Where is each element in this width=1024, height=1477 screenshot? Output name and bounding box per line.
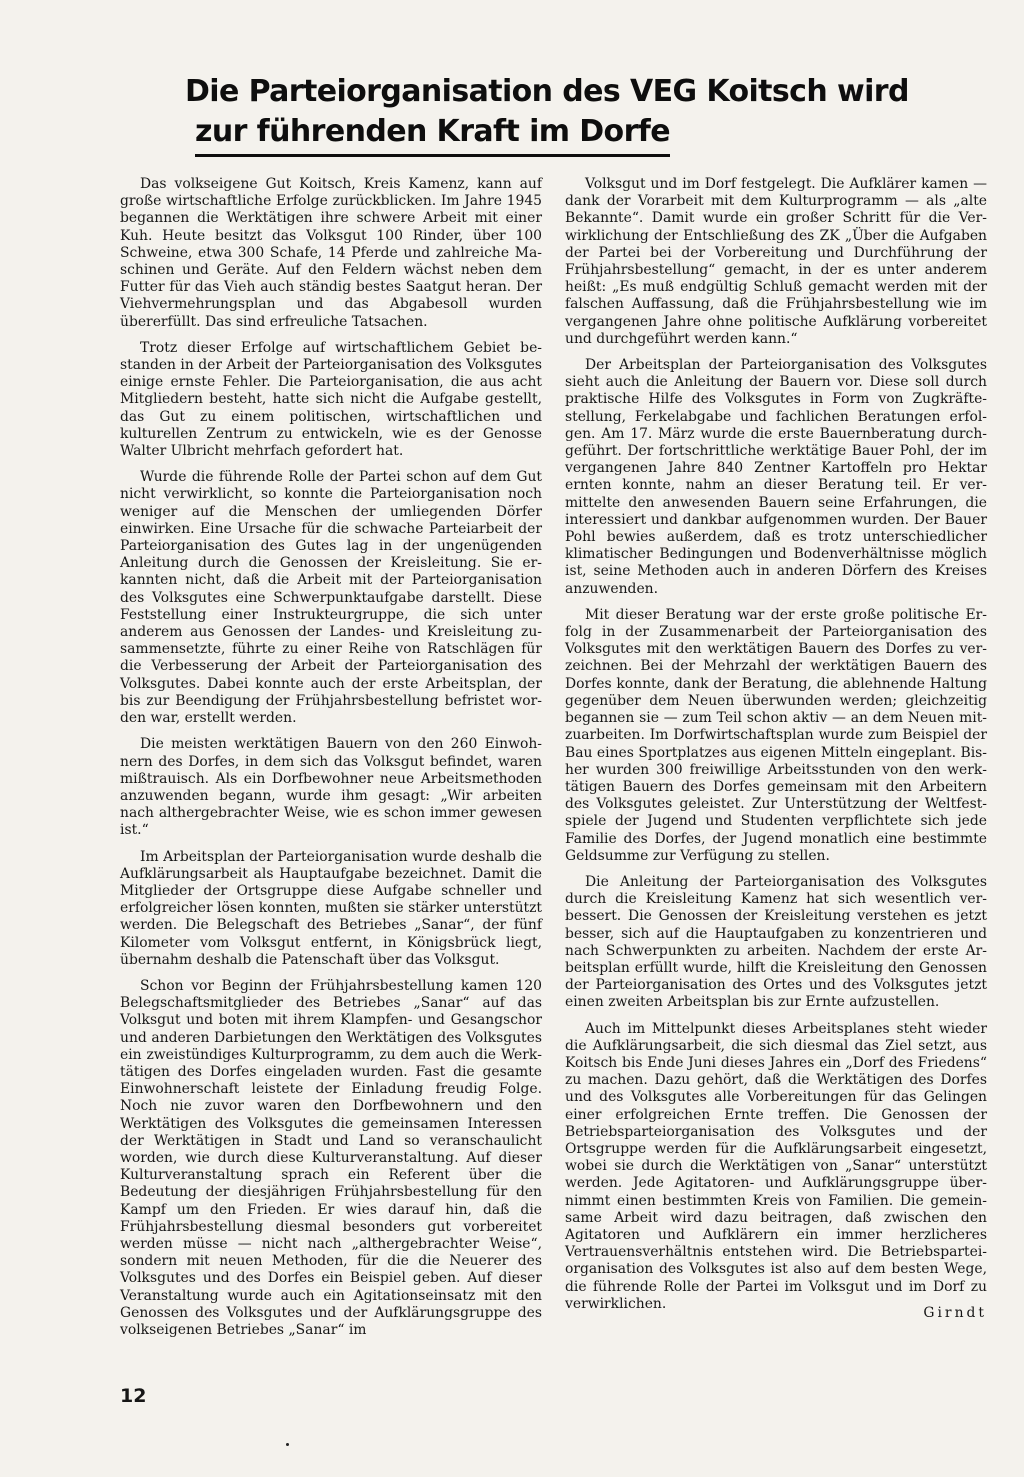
paragraph: Der Arbeitsplan der Parteiorganisation des Volksgutes sieht auch die Anleitung der Bauern vor. Diese soll durch praktische Hilfe des Volksgutes in Form von Zugkräftestellung, Ferkelabgabe und fachlichen Beratungen erfolgen. Am 17. März wurde die erste Bauernberatung durchgeführt. Der fortschrittliche werktätige Bauer Pohl, der im vergangenen Jahre 840 Zentner Kartoffeln pro Hektar ernten konnte, nahm an dieser Beratung teil. Er vermittelte den anwesenden Bauern seine Erfahrungen, die interessiert und dankbar aufgenommen wurden. Der Bauer Pohl bewies außerdem, daß es trotz unterschiedlicher klimatischer Bedingungen und Bodenverhältnisse möglich ist, seine Methoden auch in anderen Dörfern des Kreises anzuwenden. bbox=[565, 357, 987, 597]
page-number: 12 bbox=[120, 1385, 147, 1407]
print-speck bbox=[286, 1443, 289, 1446]
paragraph: Die Anleitung der Parteiorganisation des Volksgutes durch die Kreisleitung Kamenz hat sich wesentlich verbessert. Die Genossen der Kreisleitung verstehen es jetzt besser, sich auf die Hauptaufgaben zu konzentrieren und nach Schwerpunkten zu arbeiten. Nachdem der erste Arbeitsplan erfüllt wurde, hilft die Kreisleitung den Genossen der Parteiorganisation des Ortes und des Volksgutes jetzt einen zweiten Arbeitsplan bis zur Ernte aufzustellen. bbox=[565, 873, 987, 1011]
left-column bbox=[120, 176, 542, 1348]
author-signature: Girndt bbox=[923, 1305, 987, 1321]
paragraph: Volksgut und im Dorf festgelegt. Die Aufklärer kamen — dank der Vorarbeit mit dem Kulturprogramm — als „alte Bekannte“. Damit wurde ein großer Schritt für die Verwirklichung der Entschließung des ZK „Über die Aufgaben der Partei bei der Vorbereitung und Durchführung der Frühjahrsbestellung“ gemacht, in der es unter anderem heißt: „Es muß endgültig Schluß gemacht werden mit der falschen Auffassung, daß die Frühjahrsbestellung wie im vergangenen Jahre ohne politische Aufklärung vorbereitet und durchgeführt werden kann.“ bbox=[565, 176, 987, 347]
paragraph: Mit dieser Beratung war der erste große politische Erfolg in der Zusammenarbeit der Parteiorganisation des Volksgutes mit den werktätigen Bauern des Dorfes zu verzeichnen. Bei der Mehrzahl der werktätigen Bauern des Dorfes konnte, dank der Beratung, die ablehnende Haltung gegenüber dem Neuen überwunden werden; gleichzeitig begannen sie — zum Teil schon aktiv — an dem Neuen mitzuarbeiten. Im Dorfwirtschaftsplan wurde zum Beispiel der Bau eines Sportplatzes aus eigenen Mitteln eingeplant. Bisher wurden 300 freiwillige Arbeitsstunden von den werktätigen Bauern des Dorfes gemeinsam mit den Arbeitern des Volksgutes geleistet. Zur Unterstützung der Weltfestspiele der Jugend und Studenten verpflichtete sich jede Familie des Dorfes, der Jugend monatlich eine bestimmte Geldsumme zur Verfügung zu stellen. bbox=[565, 606, 987, 864]
article-headline bbox=[185, 72, 909, 157]
paragraph: Schon vor Beginn der Frühjahrsbestellung kamen 120 Belegschaftsmitglieder des Betriebes „Sanar“ auf das Volksgut und boten mit ihrem Klampfen- und Gesangschor und anderen Darbietungen den Werktätigen des Volksgutes ein zweistündiges Kulturprogramm, zu dem auch die Werktätigen des Dorfes eingeladen wurden. Fast die gesamte Einwohnerschaft leistete der Einladung freudig Folge. Noch nie zuvor waren den Dorfbewohnern und den Werktätigen des Volksgutes die gemeinsamen Interessen der Werktätigen in Stadt und Land so veranschaulicht worden, wie durch diese Kulturveranstaltung. Auf dieser Kulturveranstaltung sprach ein Referent über die Bedeutung der diesjährigen Frühjahrsbestellung für den Kampf um den Frieden. Er wies darauf hin, daß die Frühjahrsbestellung diesmal besonders gut vorbereitet werden müsse — nicht nach „althergebrachter Weise“, sondern mit neuen Methoden, für die die Neuerer des Volksgutes und des Dorfes ein Beispiel geben. Auf dieser Veranstaltung wurde auch ein Agitationseinsatz mit den Genossen des Volksgutes und der Aufklärungsgruppe des volkseigenen Betriebes „Sanar“ im bbox=[120, 977, 542, 1338]
paragraph: Die meisten werktätigen Bauern von den 260 Einwohnern des Dorfes, in dem sich das Volksgut befindet, waren mißtrauisch. Als ein Dorfbewohner neue Arbeitsmethoden anzuwenden begann, wurde ihm gesagt: „Wir arbeiten nach althergebrachter Weise, wie es schon immer gewesen ist.“ bbox=[120, 736, 542, 839]
paragraph: Trotz dieser Erfolge auf wirtschaftlichem Gebiet bestanden in der Arbeit der Parteiorganisation des Volksgutes einige ernste Fehler. Die Parteiorganisation, die aus acht Mitgliedern besteht, hatte sich nicht die Aufgabe gestellt, das Gut zu einem politischen, wirtschaftlichen und kulturellen Zentrum zu entwickeln, wie es der Genosse Walter Ulbricht mehrfach gefordert hat. bbox=[120, 339, 542, 460]
paragraph: Im Arbeitsplan der Parteiorganisation wurde deshalb die Aufklärungsarbeit als Hauptaufgabe bezeichnet. Damit die Mitglieder der Ortsgruppe diese Aufgabe schneller und erfolgreicher lösen konnten, mußten sie stärker unterstützt werden. Die Belegschaft des Betriebes „Sanar“, der fünf Kilometer vom Volksgut entfernt, in Königsbrück liegt, übernahm deshalb die Patenschaft über das Volksgut. bbox=[120, 848, 542, 968]
paragraph: Das volkseigene Gut Koitsch, Kreis Kamenz, kann auf große wirtschaftliche Erfolge zurückblicken. Im Jahre 1945 begannen die Werktätigen ihre schwere Arbeit mit einer Kuh. Heute besitzt das Volksgut 100 Rinder, über 100 Schweine, etwa 300 Schafe, 14 Pferde und zahlreiche Maschinen und Geräte. Auf den Feldern wächst neben dem Futter für das Vieh auch ständig bestes Saatgut heran. Der Viehvermehrungsplan und das Abgabesoll wurden übererfüllt. Das sind erfreuliche Tatsachen. bbox=[120, 176, 542, 330]
paragraph: Auch im Mittelpunkt dieses Arbeitsplanes steht wieder die Aufklärungsarbeit, die sich diesmal das Ziel setzt, aus Koitsch bis Ende Juni dieses Jahres ein „Dorf des Friedens“ zu machen. Dazu gehört, daß die Werktätigen des Dorfes und des Volksgutes alle Vorbereitungen für das Gelingen einer erfolgreichen Ernte treffen. Die Genossen der Betriebsparteiorganisation des Volksgutes und der Ortsgruppe werden für die Aufklärungsarbeit eingesetzt, wobei sie durch die Werktätigen von „Sanar“ unterstützt werden. Jede Agitatoren- und Aufklärungsgruppe übernimmt einen bestimmten Kreis von Familien. Die gemeinsame Arbeit wird dazu beitragen, daß zwischen den Agitatoren und Aufklärern ein immer herzlicheres Vertrauensverhältnis entstehen wird. Die Betriebsparteiorganisation des Volksgutes ist also auf dem besten Wege, die führende Rolle der Partei im Volksgut und im Dorf zu verwirklichen. bbox=[565, 1020, 987, 1312]
headline-line-2: zur führenden Kraft im Dorfe bbox=[195, 112, 670, 157]
right-column bbox=[565, 176, 987, 1322]
paragraph: Wurde die führende Rolle der Partei schon auf dem Gut nicht verwirklicht, so konnte die Parteiorganisation noch weniger auf die Menschen der umliegenden Dörfer einwirken. Eine Ursache für die schwache Parteiarbeit der Parteiorganisation des Gutes lag in der ungenügenden Anleitung durch die Genossen der Kreisleitung. Sie erkannten nicht, daß die Arbeit mit der Parteiorganisation des Volksgutes eine Schwerpunktaufgabe darstellt. Diese Feststellung einer Instrukteurgruppe, die sich unter anderem aus Genossen der Landes- und Kreisleitung zusammensetzte, führte zu einer Reihe von Ratschlägen für die Verbesserung der Arbeit der Parteiorganisation des Volksgutes. Dabei konnte auch der erste Arbeitsplan, der bis zur Beendigung der Frühjahrsbestellung befristet worden war, erstellt werden. bbox=[120, 469, 542, 727]
headline-line-1: Die Parteiorganisation des VEG Koitsch wird bbox=[185, 74, 909, 109]
